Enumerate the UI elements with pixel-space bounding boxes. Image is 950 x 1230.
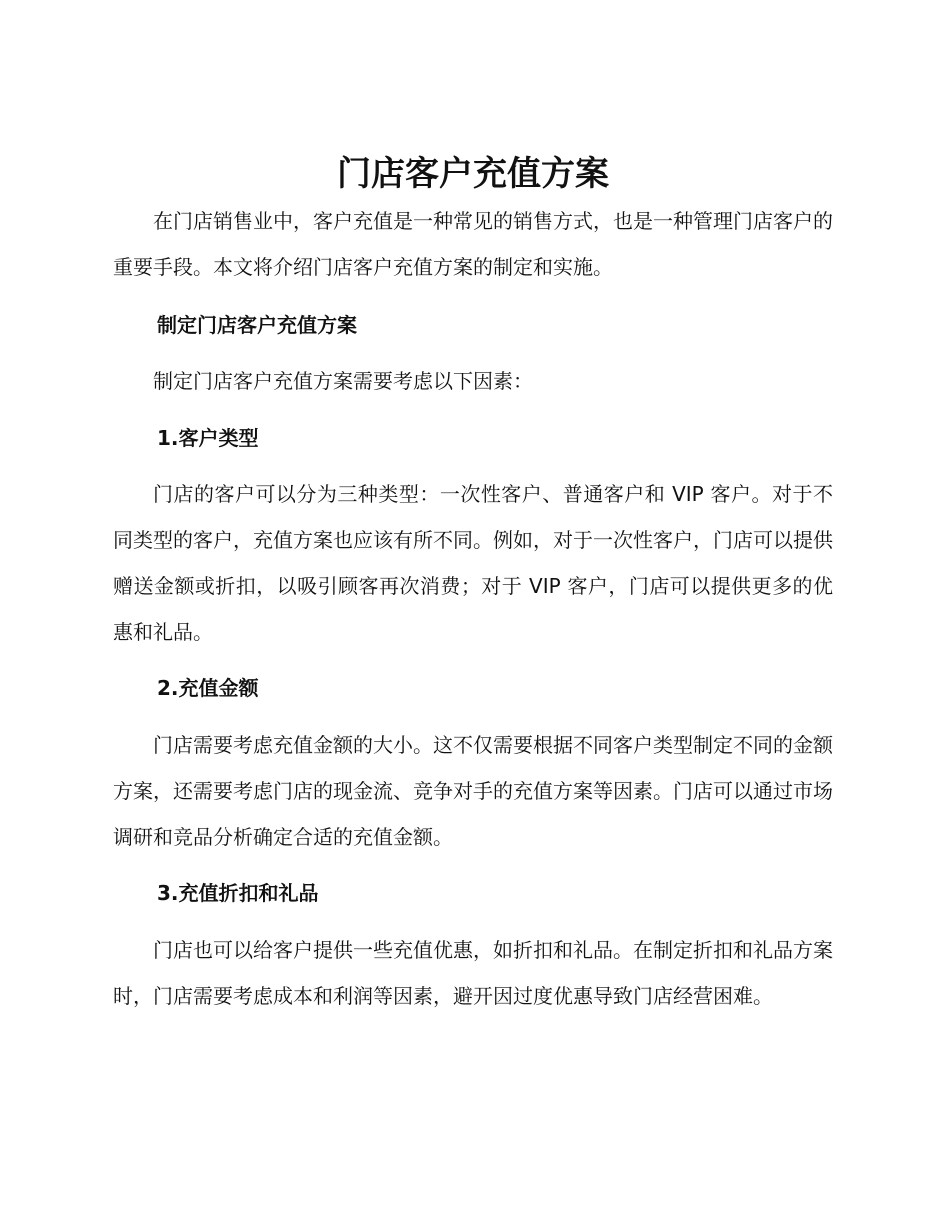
item-heading-customer-type: 1.客户类型: [157, 426, 259, 450]
item-heading-discounts-gifts: 3.充值折扣和礼品: [157, 881, 319, 905]
item-heading-recharge-amount: 2.充值金额: [157, 676, 259, 700]
intro-paragraph: 在门店销售业中，客户充值是一种常见的销售方式，也是一种管理门店客户的重要手段。本文将介绍门店客户充值方案的制定和实施。: [113, 209, 833, 279]
item-body-recharge-amount: 门店需要考虑充值金额的大小。这不仅需要根据不同客户类型制定不同的金额方案，还需要考虑门店的现金流、竞争对手的充值方案等因素。门店可以通过市场调研和竞品分析确定合适的充值金额。: [113, 733, 833, 849]
factors-intro-paragraph: 制定门店客户充值方案需要考虑以下因素：: [153, 369, 533, 393]
item-body-discounts-gifts: 门店也可以给客户提供一些充值优惠，如折扣和礼品。在制定折扣和礼品方案时，门店需要考虑成本和利润等因素，避开因过度优惠导致门店经营困难。: [113, 938, 833, 1008]
item-body-customer-type: 门店的客户可以分为三种类型：一次性客户、普通客户和 VIP 客户。对于不同类型的客户，充值方案也应该有所不同。例如，对于一次性客户，门店可以提供赠送金额或折扣，以吸引顾客再次消费；对于 VIP 客户，门店可以提供更多的优惠和礼品。: [113, 482, 833, 644]
section-heading: 制定门店客户充值方案: [157, 313, 357, 337]
document-title: 门店客户充值方案: [337, 154, 609, 194]
